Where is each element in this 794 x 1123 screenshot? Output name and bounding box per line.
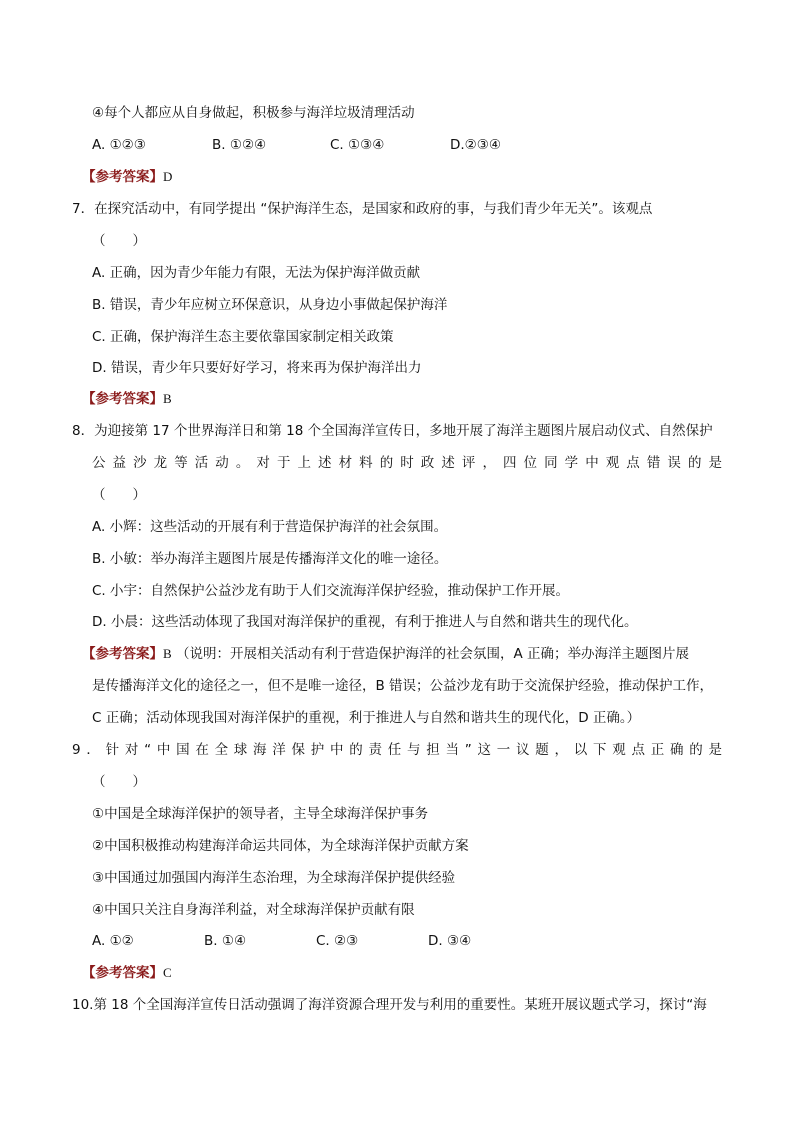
q7-option-c: C. 正确，保护海洋生态主要依靠国家制定相关政策: [92, 329, 394, 345]
q6-answer: [82, 168, 172, 186]
q6-item-4: ④每个人都应从自身做起，积极参与海洋垃圾清理活动: [92, 105, 415, 121]
q7-option-b: B. 错误，青少年应树立环保意识，从身边小事做起保护海洋: [92, 297, 448, 313]
q8-option-c: C. 小宇：自然保护公益沙龙有助于人们交流海洋保护经验，推动保护工作开展。: [92, 583, 570, 599]
q9-option-d: D. ③④: [428, 933, 472, 949]
q7-option-a: A. 正确，因为青少年能力有限，无法为保护海洋做贡献: [92, 265, 421, 281]
answer-letter: C: [163, 965, 172, 980]
q10-stem: 10.第 18 个全国海洋宣传日活动强调了海洋资源合理开发与利用的重要性。某班开展议题式学习，探讨“海: [72, 997, 707, 1013]
q6-option-b: B. ①②④: [212, 137, 267, 153]
q9-stem: 9．针对“中国在全球海洋保护中的责任与担当”这一议题，以下观点正确的是: [72, 742, 722, 758]
q8-answer: [82, 645, 689, 663]
q8-explanation-line-3: C 正确；活动体现我国对海洋保护的重视，利于推进人与自然和谐共生的现代化，D 正确。）: [92, 710, 641, 726]
q9-options: [92, 932, 492, 950]
q9-item-4: ④中国只关注自身海洋利益，对全球海洋保护贡献有限: [92, 902, 415, 918]
answer-letter: B: [163, 646, 172, 661]
q6-option-d: D.②③④: [450, 137, 501, 153]
q8-option-a: A. 小辉：这些活动的开展有利于营造保护海洋的社会氛围。: [92, 519, 448, 535]
q8-option-d: D. 小晨：这些活动体现了我国对海洋保护的重视，有利于推进人与自然和谐共生的现代化。: [92, 614, 638, 630]
q8-stem-line-1: 8．为迎接第 17 个世界海洋日和第 18 个全国海洋宣传日，多地开展了海洋主题图片展启动仪式、自然保护: [72, 423, 713, 439]
answer-letter: D: [163, 169, 173, 184]
q6-option-c: C. ①③④: [330, 137, 385, 153]
q7-answer: [82, 390, 172, 408]
q8-explanation-line-2: 是传播海洋文化的途径之一，但不是唯一途径，B 错误；公益沙龙有助于交流保护经验，推动保护工作，: [92, 678, 714, 694]
q6-option-a: A. ①②③: [92, 137, 146, 153]
q9-option-c: C. ②③: [316, 933, 359, 949]
q8-explanation-line-1: （说明：开展相关活动有利于营造保护海洋的社会氛围，A 正确；举办海洋主题图片展: [175, 646, 689, 662]
q7-bracket: （ ）: [92, 233, 146, 249]
q9-item-3: ③中国通过加强国内海洋生态治理，为全球海洋保护提供经验: [92, 870, 456, 886]
q8-bracket: （ ）: [92, 487, 146, 503]
q9-option-a: A. ①②: [92, 933, 134, 949]
q9-option-b: B. ①④: [204, 933, 247, 949]
answer-label: 【参考答案】: [82, 646, 163, 662]
q6-options: [92, 136, 512, 154]
answer-label: 【参考答案】: [82, 391, 163, 407]
q9-item-1: ①中国是全球海洋保护的领导者，主导全球海洋保护事务: [92, 806, 429, 822]
q7-option-d: D. 错误，青少年只要好好学习，将来再为保护海洋出力: [92, 360, 422, 376]
answer-letter: B: [163, 391, 172, 406]
q9-answer: [82, 964, 172, 982]
answer-label: 【参考答案】: [82, 965, 163, 981]
q8-stem-line-2: 公益沙龙等活动。对于上述材料的时政述评，四位同学中观点错误的是: [92, 455, 722, 471]
q9-bracket: （ ）: [92, 774, 146, 790]
q9-item-2: ②中国积极推动构建海洋命运共同体，为全球海洋保护贡献方案: [92, 838, 469, 854]
answer-label: 【参考答案】: [82, 169, 163, 185]
q7-stem: 7．在探究活动中，有同学提出 “保护海洋生态，是国家和政府的事，与我们青少年无关”。该观点: [72, 201, 653, 217]
q8-option-b: B. 小敏：举办海洋主题图片展是传播海洋文化的唯一途径。: [92, 551, 448, 567]
